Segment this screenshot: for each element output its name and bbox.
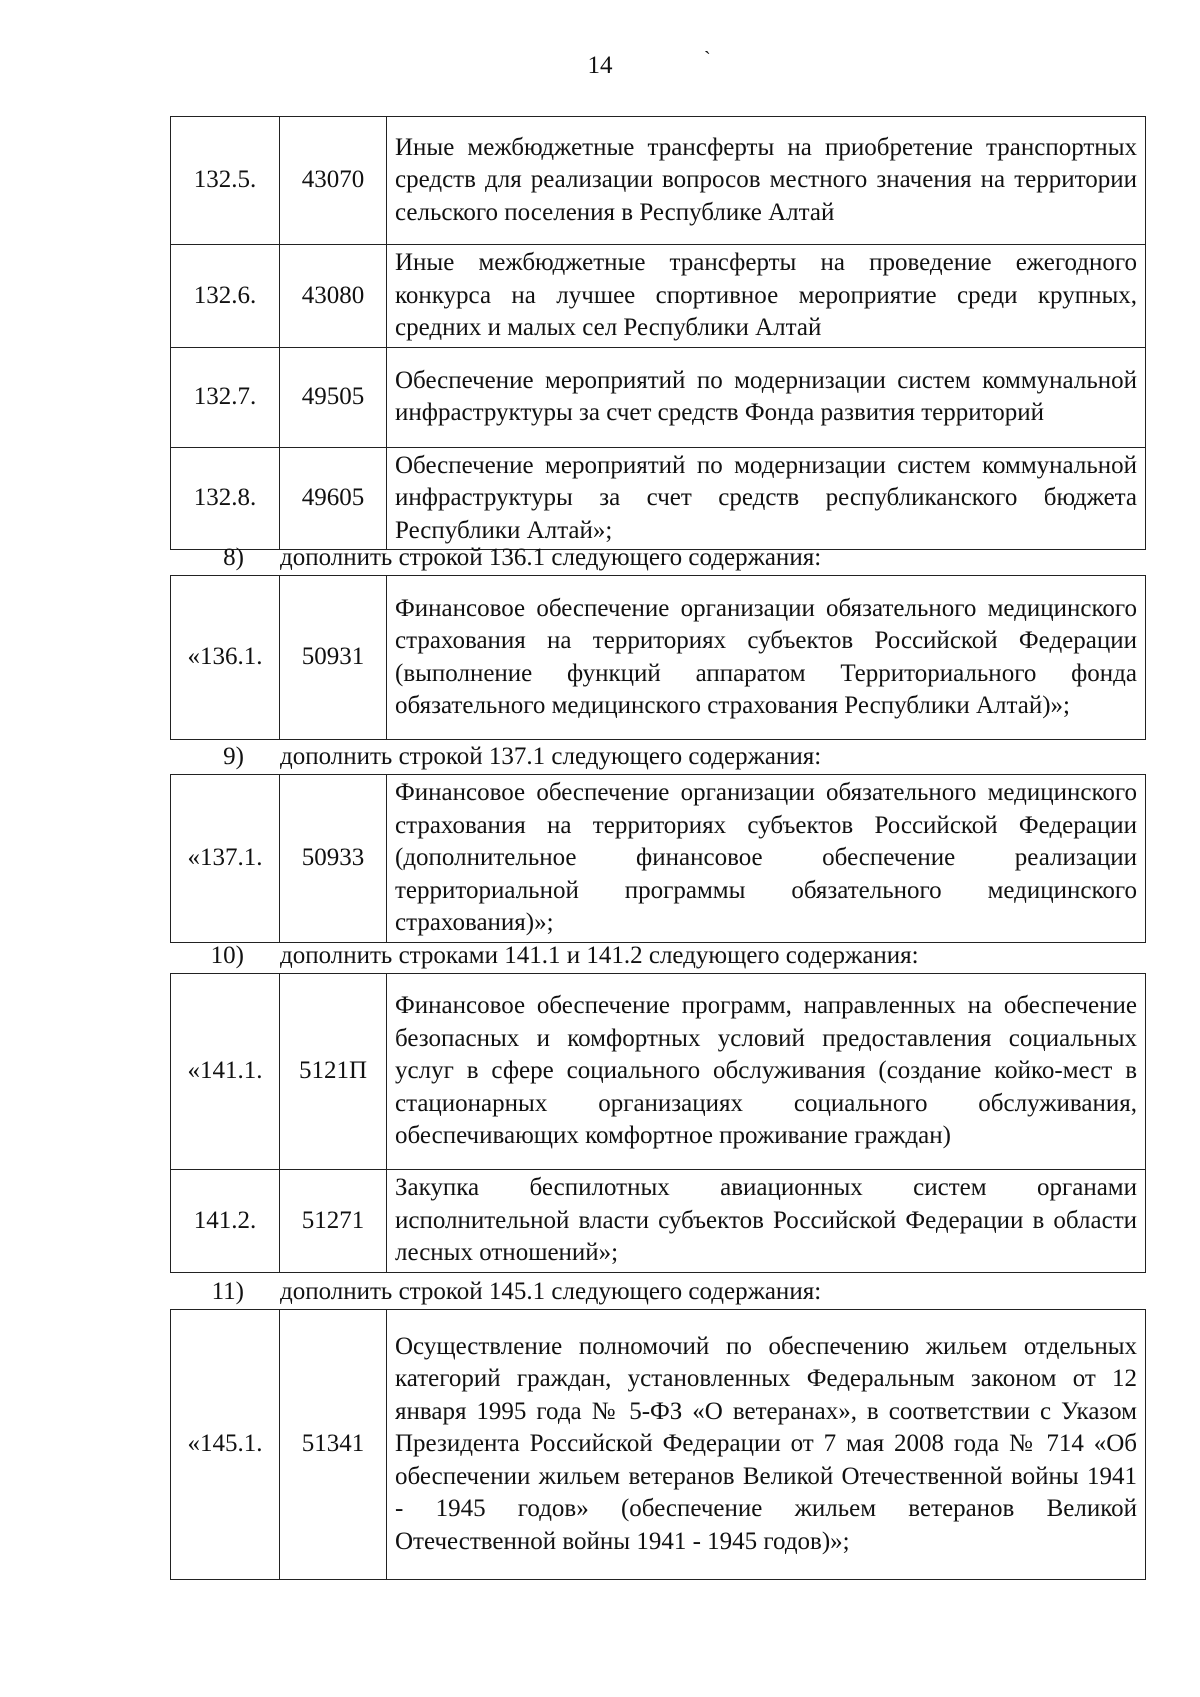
item-text: дополнить строками 141.1 и 141.2 следующего содержания: — [280, 942, 919, 969]
row-code: 51341 — [280, 1310, 387, 1580]
row-code: 50933 — [280, 775, 387, 943]
item-number: 8) — [223, 544, 244, 571]
row-number: 141.2. — [171, 1170, 280, 1273]
row-code: 49505 — [280, 347, 387, 447]
row-number: 132.5. — [171, 117, 280, 245]
row-description: Иные межбюджетные трансферты на приобретение транспортных средств для реализации вопросов местного значения на территории сельского поселения в Республике Алтай — [387, 117, 1146, 245]
item-number: 10) — [210, 942, 244, 969]
table-section-137 — [170, 774, 1146, 943]
item-number: 9) — [223, 743, 244, 770]
row-number: 132.8. — [171, 447, 280, 550]
table-row — [171, 1170, 1146, 1273]
table-section-145 — [170, 1309, 1146, 1580]
row-number: «141.1. — [171, 974, 280, 1170]
table-row — [171, 576, 1146, 740]
row-number: «136.1. — [171, 576, 280, 740]
table-row — [171, 1310, 1146, 1580]
row-number: 132.7. — [171, 347, 280, 447]
row-description: Закупка беспилотных авиационных систем органами исполнительной власти субъектов Российской Федерации в области лесных отношений»; — [387, 1170, 1146, 1273]
row-description: Обеспечение мероприятий по модернизации систем коммунальной инфраструктуры за счет средств республиканского бюджета Республики Алтай»; — [387, 447, 1146, 550]
table-section-141 — [170, 973, 1146, 1273]
corner-mark: ` — [704, 48, 711, 70]
table-row — [171, 245, 1146, 348]
item-text: дополнить строкой 145.1 следующего содержания: — [280, 1278, 822, 1305]
table-row — [171, 117, 1146, 245]
amendment-item-10 — [170, 941, 1146, 971]
table-row — [171, 775, 1146, 943]
item-number: 11) — [211, 1278, 244, 1305]
row-description: Обеспечение мероприятий по модернизации систем коммунальной инфраструктуры за счет средств Фонда развития территорий — [387, 347, 1146, 447]
item-text: дополнить строкой 137.1 следующего содержания: — [280, 743, 822, 770]
table-section-136 — [170, 575, 1146, 740]
row-description: Осуществление полномочий по обеспечению жильем отдельных категорий граждан, установленных Федеральным законом от 12 января 1995 года № 5-ФЗ «О ветеранах», в соответствии с Указом Президента Российской Федерации от 7 мая 2008 года № 714 «Об обеспечении жильем ветеранов Великой Отечественной войны 1941 - 1945 годов» (обеспечение жильем ветеранов Великой Отечественной войны 1941 - 1945 годов)»; — [387, 1310, 1146, 1580]
row-description: Финансовое обеспечение программ, направленных на обеспечение безопасных и комфортных условий предоставления социальных услуг в сфере социального обслуживания (создание койко-мест в стационарных организациях социального обслуживания, обеспечивающих комфортное проживание граждан) — [387, 974, 1146, 1170]
row-code: 50931 — [280, 576, 387, 740]
amendment-item-11 — [170, 1277, 1146, 1307]
row-number: «145.1. — [171, 1310, 280, 1580]
row-code: 51271 — [280, 1170, 387, 1273]
page-number: 14 — [587, 52, 613, 79]
table-row — [171, 974, 1146, 1170]
table-row — [171, 447, 1146, 550]
row-description: Финансовое обеспечение организации обязательного медицинского страхования на территориях субъектов Российской Федерации (дополнительное финансовое обеспечение реализации территориальной программы обязательного медицинского страхования)»; — [387, 775, 1146, 943]
row-code: 49605 — [280, 447, 387, 550]
table-row — [171, 347, 1146, 447]
amendment-item-9 — [170, 742, 1146, 772]
row-code: 5121П — [280, 974, 387, 1170]
row-number: 132.6. — [171, 245, 280, 348]
amendment-item-8 — [170, 543, 1146, 573]
row-code: 43080 — [280, 245, 387, 348]
table-section-132 — [170, 116, 1146, 550]
row-description: Финансовое обеспечение организации обязательного медицинского страхования на территориях субъектов Российской Федерации (выполнение функций аппаратом Территориального фонда обязательного медицинского страхования Республики Алтай)»; — [387, 576, 1146, 740]
item-text: дополнить строкой 136.1 следующего содержания: — [280, 544, 822, 571]
row-number: «137.1. — [171, 775, 280, 943]
row-code: 43070 — [280, 117, 387, 245]
row-description: Иные межбюджетные трансферты на проведение ежегодного конкурса на лучшее спортивное мероприятие среди крупных, средних и малых сел Республики Алтай — [387, 245, 1146, 348]
